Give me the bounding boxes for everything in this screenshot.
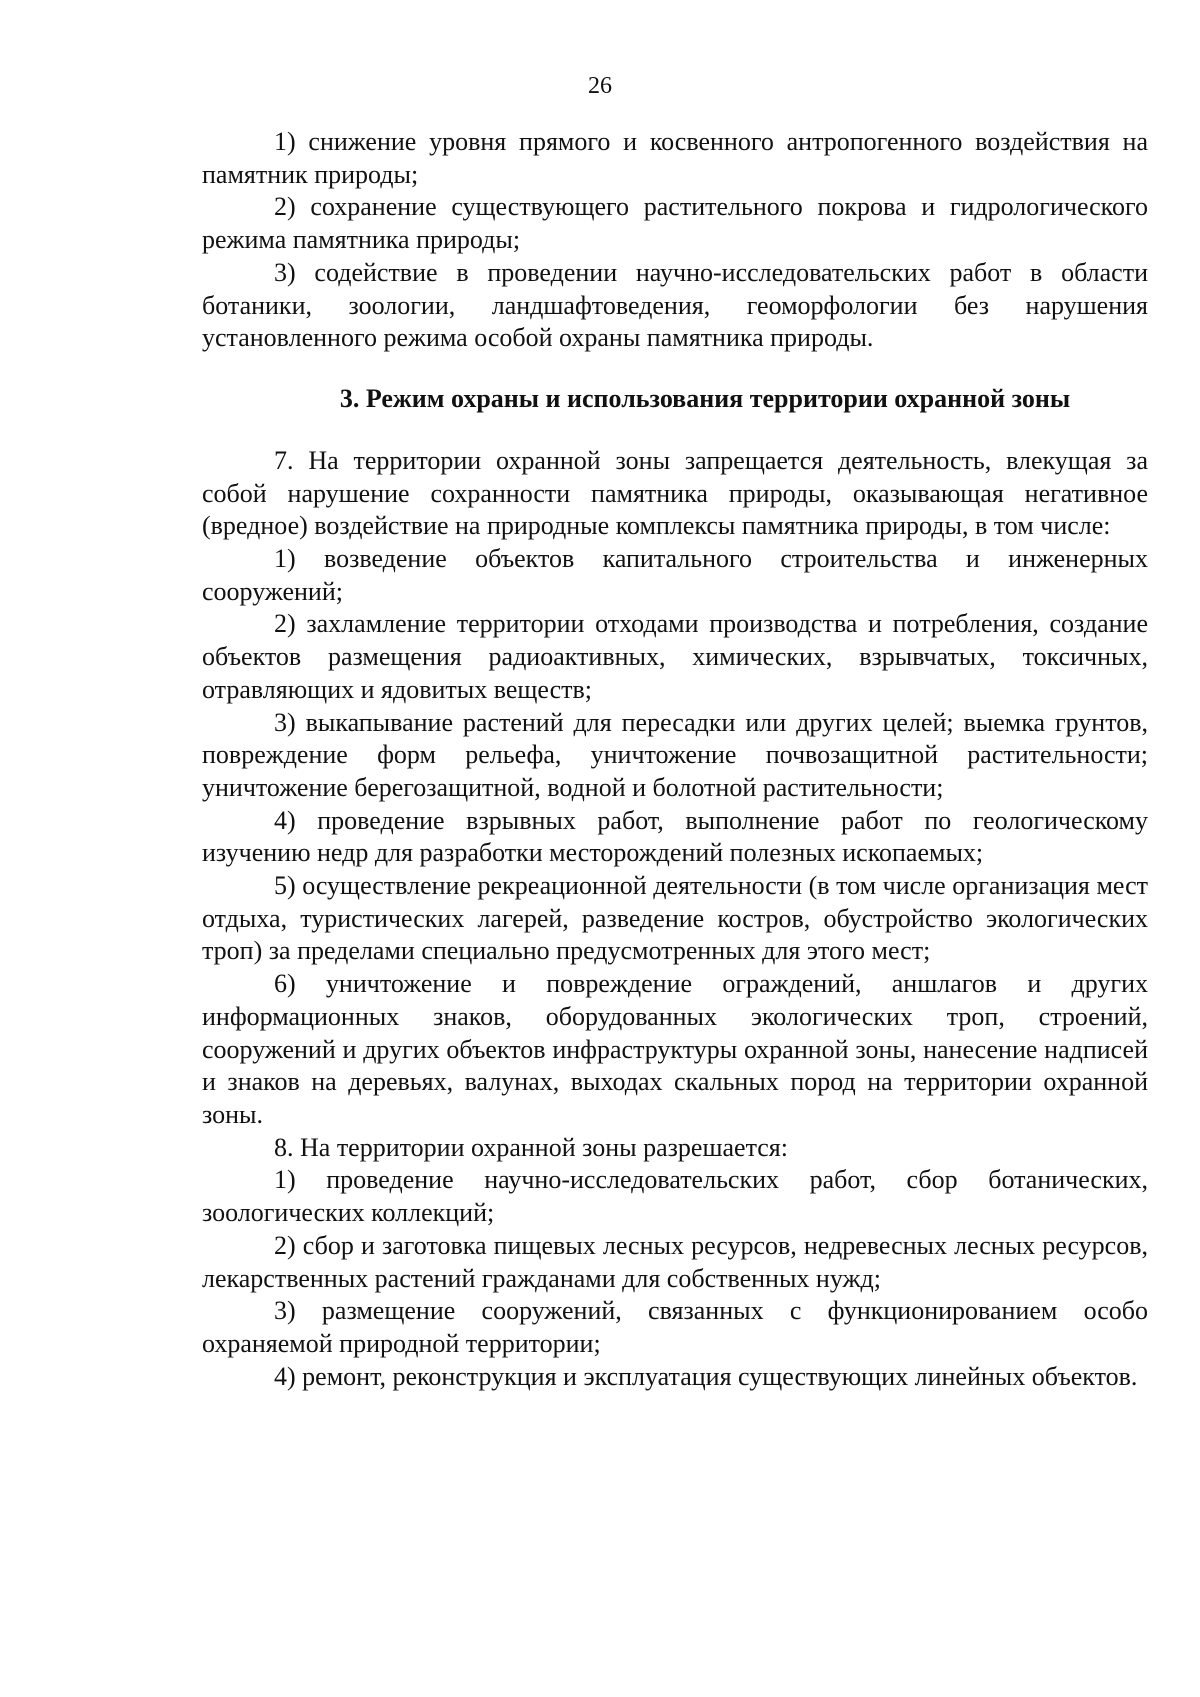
clause-8-item-4: 4) ремонт, реконструкция и эксплуатация существующих линейных объектов. [274, 1361, 1138, 1391]
clause-8-text: 8. На территории охранной зоны разрешается: [274, 1132, 788, 1162]
intro-item-3: 3) содействие в проведении научно-исследовательских работ в области ботаники, зоологии, ландшафтоведения, геоморфологии без нарушения установленного режима особой охраны памятника природы. [202, 257, 1148, 353]
clause-8-item-2: 2) сбор и заготовка пищевых лесных ресурсов, недревесных лесных ресурсов, лекарственных растений гражданами для собственных нужд; [202, 1230, 1148, 1293]
clause-7-item-5: 5) осуществление рекреационной деятельности (в том числе организация мест отдыха, туристических лагерей, разведение костров, обустройство экологических троп) за пределами специально предусмотренных для этого мест; [202, 871, 1148, 966]
clause-7-text: 7. На территории охранной зоны запрещается деятельность, влекущая за собой нарушение сохранности памятника природы, оказывающая негативное (вредное) воздействие на природные комплексы памятника природы, в том числе: [202, 445, 1148, 541]
clause-7-item-2: 2) захламление территории отходами производства и потребления, создание объектов размещения радиоактивных, химических, взрывчатых, токсичных, отравляющих и ядовитых веществ; [202, 609, 1148, 704]
clause-8-item-1: 1) проведение научно-исследовательских работ, сбор ботанических, зоологических коллекций; [202, 1165, 1148, 1228]
clause-7-item-1: 1) возведение объектов капитального строительства и инженерных сооружений; [202, 544, 1148, 606]
clause-7-item-6: 6) уничтожение и повреждение ограждений, аншлагов и других информационных знаков, оборудованных экологических троп, строений, сооружений и других объектов инфраструктуры охранной зоны, нанесение надписей и знаков на деревьях, валунах, выходах скальных пород на территории охранной зоны. [202, 969, 1148, 1129]
intro-item-1: 1) снижение уровня прямого и косвенного антропогенного воздействия на памятник природы; [202, 127, 1148, 189]
clause-7-item-3: 3) выкапывание растений для пересадки или других целей; выемка грунтов, повреждение форм рельефа, уничтожение почвозащитной растительности; уничтожение берегозащитной, водной и болотной растительности; [202, 707, 1148, 802]
intro-item-2: 2) сохранение существующего растительного покрова и гидрологического режима памятника природы; [202, 192, 1148, 255]
section-heading: 3. Режим охраны и использования территории охранной зоны [339, 383, 1071, 413]
clause-8-item-3: 3) размещение сооружений, связанных с функционированием особо охраняемой природной территории; [202, 1296, 1148, 1358]
page-number: 26 [588, 73, 612, 99]
clause-7-item-4: 4) проведение взрывных работ, выполнение работ по геологическому изучению недр для разработки месторождений полезных ископаемых; [202, 805, 1148, 868]
document-body [202, 126, 1148, 1393]
